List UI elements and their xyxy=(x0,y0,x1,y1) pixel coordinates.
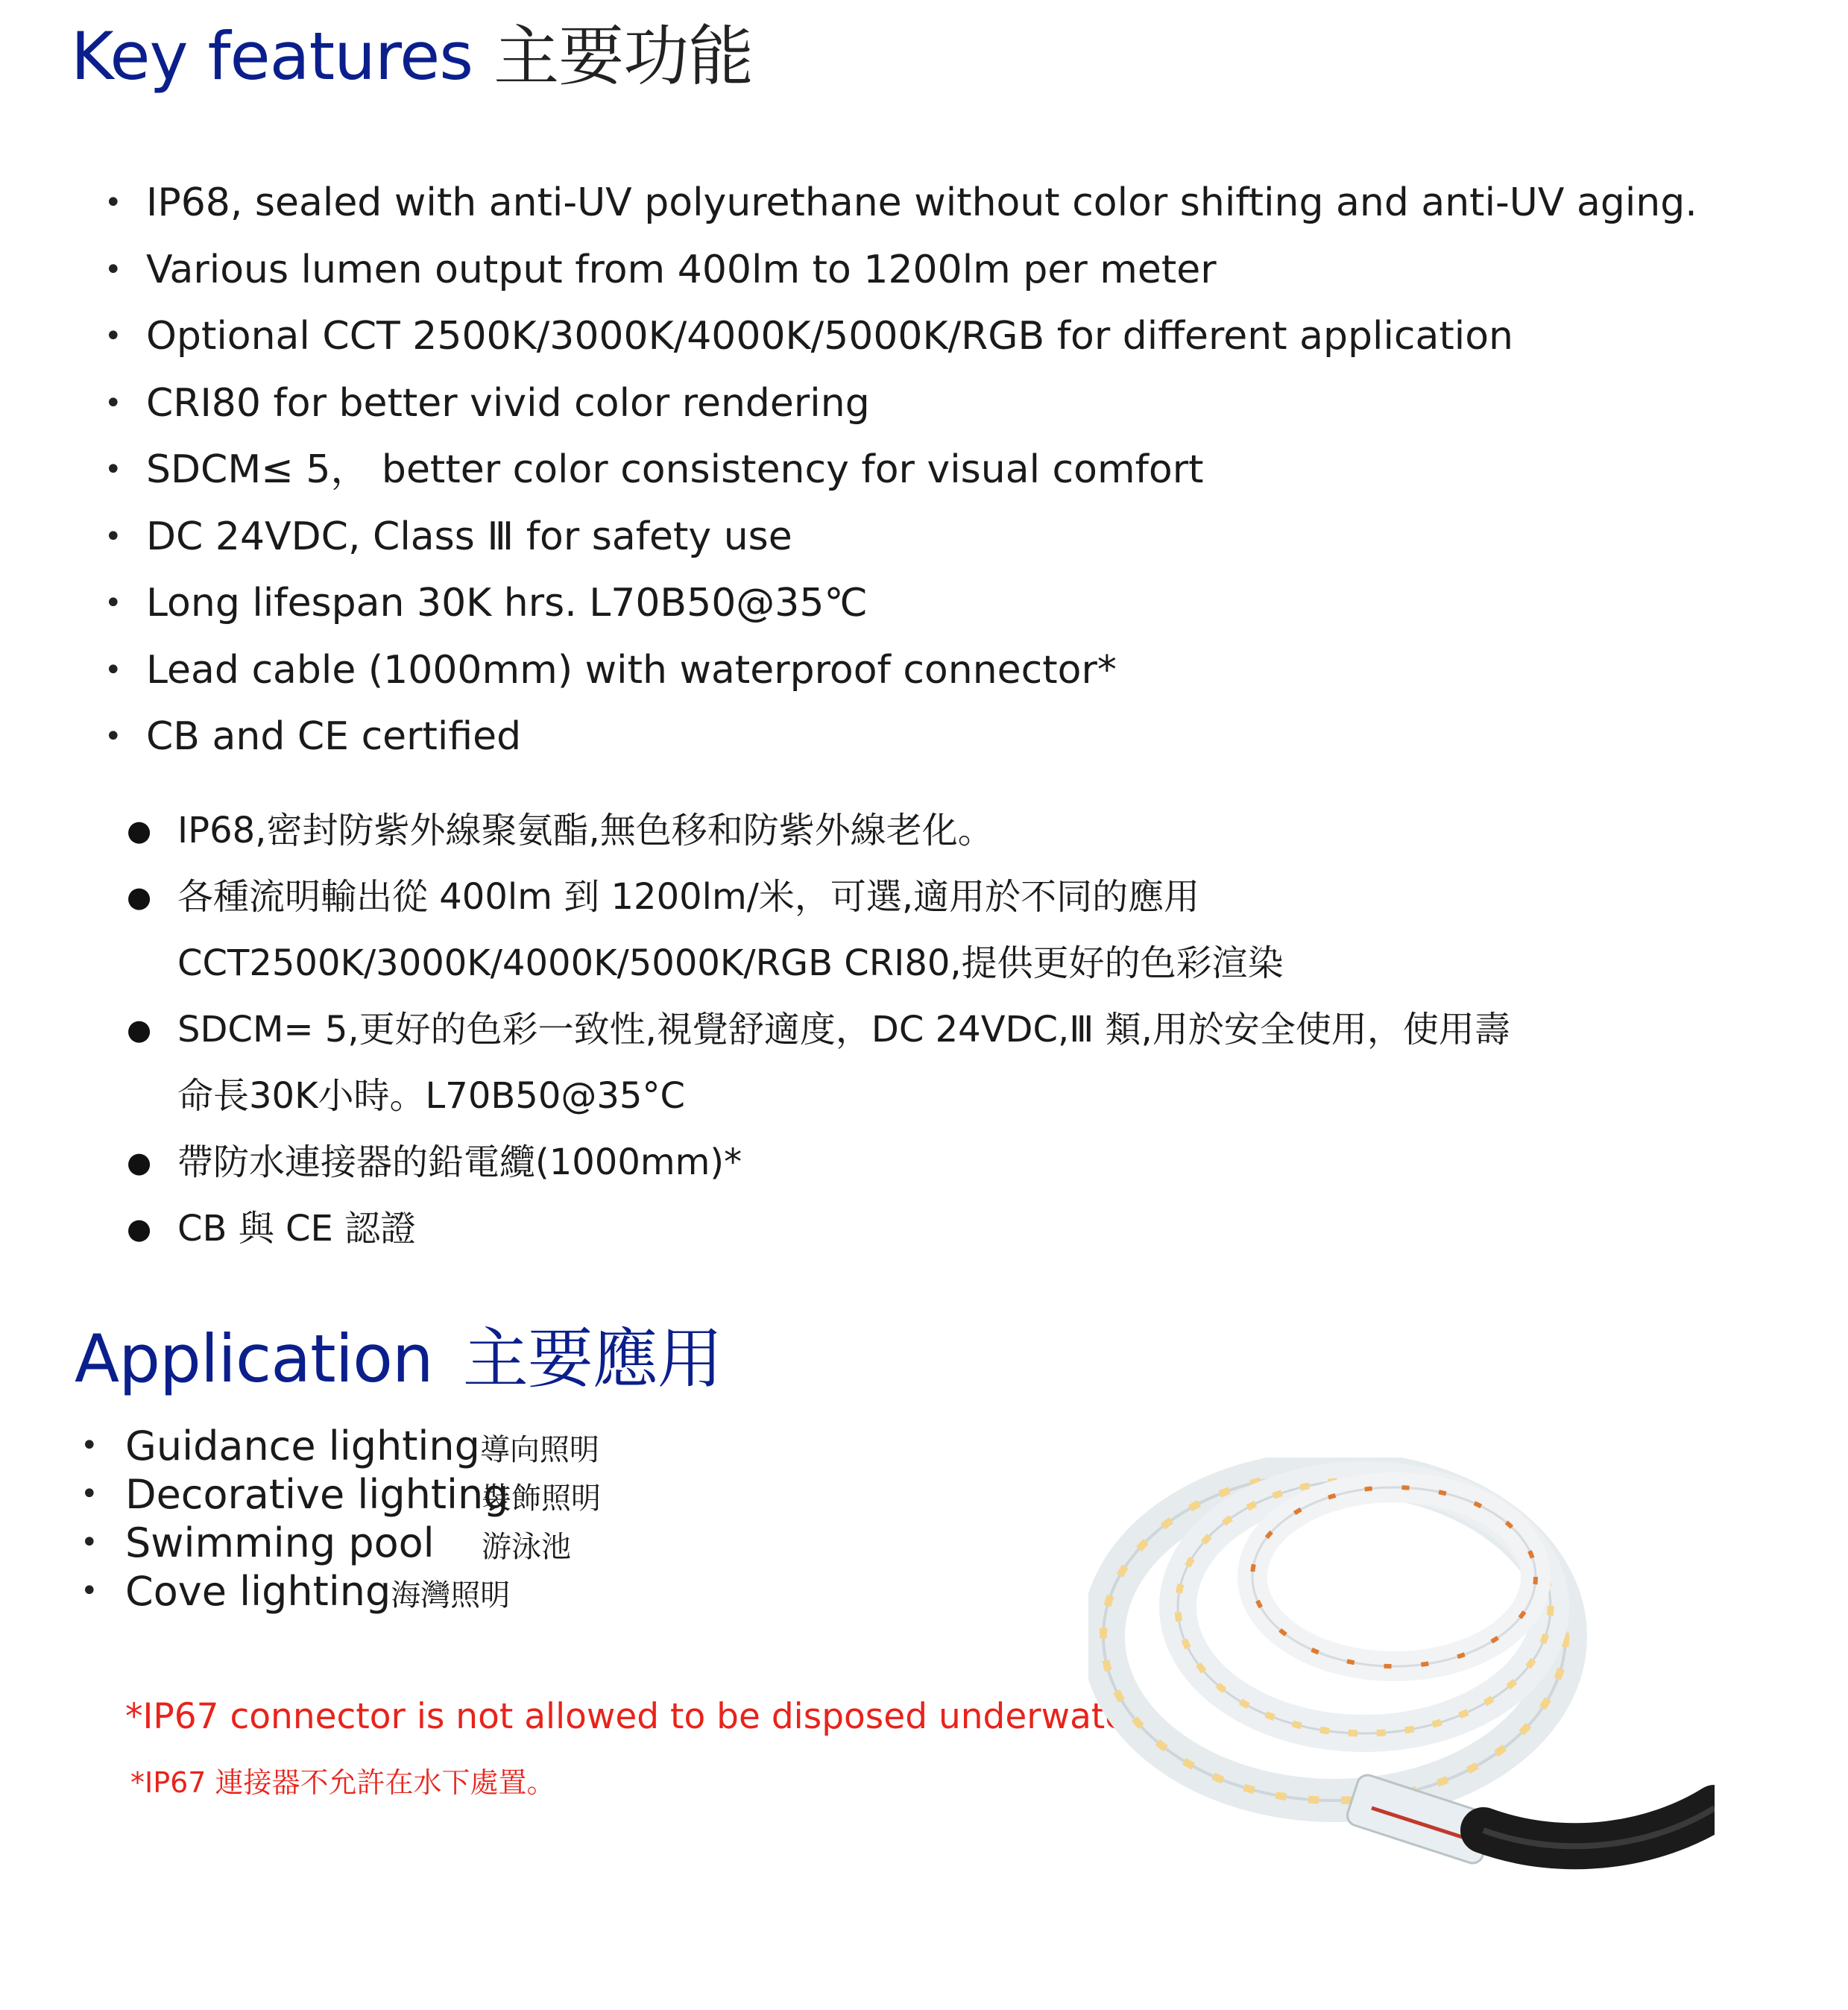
list-item: • Various lumen output from 400lm to 1200lm per meter xyxy=(104,237,1697,304)
list-item xyxy=(127,997,1510,1130)
list-item: • Lead cable (1000mm) with waterproof connector* xyxy=(104,637,1697,705)
list-item-text: 帶防水連接器的鉛電纜(1000mm)* xyxy=(177,1141,742,1183)
list-item xyxy=(81,1569,601,1618)
list-item-text: IP68,密封防紫外線聚氨酯,無色移和防紫外線老化。 xyxy=(177,810,994,851)
application-zh: 游泳池 xyxy=(482,1530,571,1564)
application-zh: 海灣照明 xyxy=(391,1578,511,1613)
application-en: Guidance lighting xyxy=(125,1423,480,1469)
list-item xyxy=(127,1196,1510,1262)
key-features-title-en: Key features xyxy=(71,18,473,95)
list-item: • CRI80 for better vivid color rendering xyxy=(104,371,1697,438)
list-item: • IP68, sealed with anti-UV polyurethane without color shifting and anti-UV aging. xyxy=(104,170,1697,237)
list-item-continuation: 命長30K小時。L70B50@35°C xyxy=(177,1075,685,1117)
list-item xyxy=(81,1472,601,1521)
connector-note-en: *IP67 connector is not allowed to be disposed underwater. xyxy=(125,1696,1150,1737)
key-features-title-zh: 主要功能 xyxy=(493,18,754,95)
list-item: • Long lifespan 30K hrs. L70B50@35℃ xyxy=(104,570,1697,637)
application-heading xyxy=(75,1320,722,1397)
list-item-continuation: CCT2500K/3000K/4000K/5000K/RGB CRI80,提供更好的色彩渲染 xyxy=(177,942,1284,984)
list-item: • SDCM≤ 5， better color consistency for visual comfort xyxy=(104,437,1697,504)
list-item: • CB and CE certified xyxy=(104,704,1697,771)
application-zh: 裝飾照明 xyxy=(482,1481,601,1516)
connector-note-zh: *IP67 連接器不允許在水下處置。 xyxy=(130,1766,555,1799)
key-features-heading xyxy=(71,18,754,95)
list-item-text: CB 與 CE 認證 xyxy=(177,1208,417,1250)
feature-list-en xyxy=(104,170,1697,771)
application-list xyxy=(81,1424,601,1618)
application-en: Swimming pool xyxy=(125,1519,435,1566)
list-item-text: 各種流明輸出從 400lm 到 1200lm/米，可選,適用於不同的應用 xyxy=(177,876,1200,918)
list-item xyxy=(81,1521,601,1569)
list-item: • Optional CCT 2500K/3000K/4000K/5000K/RGB for different application xyxy=(104,303,1697,371)
application-en: Cove lighting xyxy=(125,1568,391,1615)
application-title-en: Application xyxy=(75,1320,433,1397)
application-title-zh: 主要應用 xyxy=(462,1320,722,1397)
feature-list-zh xyxy=(127,798,1510,1262)
list-item xyxy=(127,798,1510,864)
list-item xyxy=(127,864,1510,997)
list-item xyxy=(81,1424,601,1472)
led-strip-coil-photo-icon xyxy=(1088,1458,1715,1942)
application-en: Decorative lighting xyxy=(125,1471,509,1518)
list-item-text: SDCM= 5,更好的色彩一致性,視覺舒適度，DC 24VDC,Ⅲ 類,用於安全使用，使用壽 xyxy=(177,1009,1510,1050)
list-item xyxy=(127,1130,1510,1196)
list-item: • DC 24VDC, Class Ⅲ for safety use xyxy=(104,504,1697,571)
application-zh: 導向照明 xyxy=(479,1433,599,1467)
